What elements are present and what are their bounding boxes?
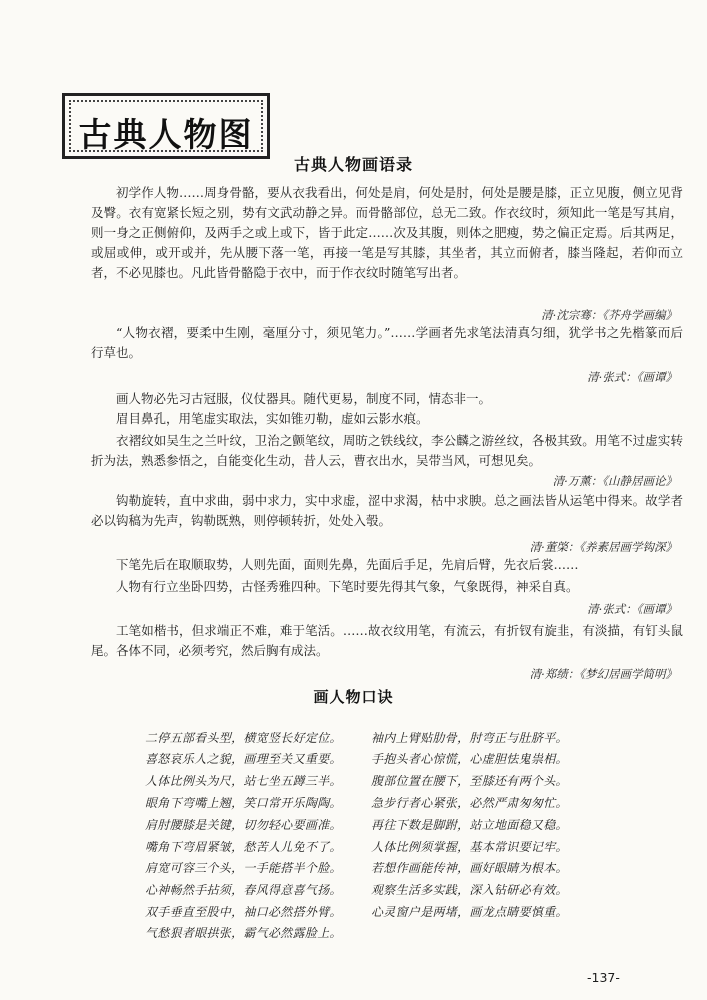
- paragraph-4: 眉目鼻孔，用笔虚实取法，实如锥刃勒，虚如云影水痕。: [116, 411, 429, 426]
- paragraph-1: 初学作人物……周身骨骼，要从衣我看出，何处是肩，何处是肘，何处是腰是膝，正立见腹，侧立见背及臀。衣有宽紧长短之别，势有文武动静之异。而骨骼部位，总无二致。作衣纹时，须知此一笔是写其肩，则一身之正侧俯仰，及两手之或上或下，皆于此定……次及其腹，则体之肥瘦，势之偏正定焉。后其两足，或屈或伸，或开或并，先从腰下落一笔，再接一笔是写其膝，其坐者，其立而俯者，膝当隆起，若仰而立者，不必见膝也。凡此皆骨骼隐于衣中，而于作衣纹时随笔写出者。: [91, 185, 683, 280]
- verse-line: 人体比例须掌握，基本常识要记牢。: [371, 840, 568, 854]
- verse-line: 肩肘腰膝是关键，切勿轻心要画准。: [145, 818, 342, 832]
- section-heading-quotes: 古典人物画语录: [293, 155, 413, 174]
- verse-line: 双手垂直至股中，袖口必然搭外臂。: [145, 905, 342, 919]
- paragraph-7: 下笔先后在取顺取势，人则先面，面则先鼻，先面后手足，先肩后臂，先衣后裳……: [116, 557, 579, 572]
- paragraph-2: “人物衣褶，要柔中生刚，毫厘分寸，须见笔力。”……学画者先求笔法清真匀细，犹学书之先楷篆而后行草也。: [91, 325, 683, 360]
- source-4: 清·董棨：《养素居画学钩深》: [529, 540, 677, 554]
- paragraph-3: 画人物必先习古冠服，仪仗器具。随代更易，制度不同，情态非一。: [116, 391, 492, 406]
- verse-line: 再往下数是脚跗，站立地面稳又稳。: [371, 818, 568, 832]
- source-5: 清·张式：《画谭》: [587, 602, 677, 616]
- verse-line: 观察生活多实践，深入钻研必有效。: [371, 883, 568, 897]
- verse-line: 心神畅然手拈须，春风得意喜气扬。: [145, 883, 342, 897]
- verse-line: 人体比例头为尺，站七坐五蹲三半。: [145, 774, 342, 788]
- verse-line: 眼角下弯嘴上翘，笑口常开乐陶陶。: [145, 796, 342, 810]
- verse-line: 袖内上臂贴肋骨，肘弯正与肚脐平。: [371, 731, 568, 745]
- paragraph-8: 人物有行立坐卧四势，古怪秀雅四种。下笔时要先得其气象，气象既得，神采自真。: [116, 579, 579, 594]
- verse-line: 急步行者心紧张，必然严肃匆匆忙。: [371, 796, 568, 810]
- source-6: 清·郑绩：《梦幻居画学简明》: [529, 667, 677, 681]
- verse-line: 肩宽可容三个头，一手能搭半个脸。: [145, 861, 342, 875]
- title-box: [62, 93, 270, 159]
- page-title: 古典人物图: [78, 115, 254, 154]
- verse-line: 腹部位置在腰下，至膝还有两个头。: [371, 774, 568, 788]
- verse-line: 气愁狠者眼拱张，霸气必然露脸上。: [145, 926, 342, 940]
- verse-line: 手抱头者心惊慌，心虚胆怯鬼祟相。: [371, 752, 568, 766]
- verse-line: 若想作画能传神，画好眼睛为根本。: [371, 861, 568, 875]
- verse-line: 喜怒哀乐人之貌，画理至关又重要。: [145, 752, 342, 766]
- paragraph-5: 衣褶纹如吴生之兰叶纹，卫治之颤笔纹，周昉之铁线纹，李公麟之游丝纹，各极其致。用笔不过虚实转折为法，熟悉参悟之，自能变化生动，昔人云，曹衣出水，吴带当风，可想见矣。: [91, 433, 683, 468]
- verse-line: 嘴角下弯眉紧皱，愁苦人儿免不了。: [145, 840, 342, 854]
- paragraph-9: 工笔如楷书，但求端正不难，难于笔活。……故衣纹用笔，有流云，有折钗有旋韭，有淡描，有钉头鼠尾。各体不同，必须考究，然后胸有成法。: [91, 623, 683, 658]
- source-2: 清·张式：《画谭》: [587, 370, 677, 384]
- paragraph-6: 钩勒旋转，直中求曲，弱中求力，实中求虚，涩中求渴，枯中求腴。总之画法皆从运笔中得来。故学者必以钩稿为先声，钩勒既熟，则停顿转折，处处入彀。: [91, 493, 683, 528]
- verse-line: 心灵窗户是两堵，画龙点睛要慎重。: [371, 905, 568, 919]
- page-number: -137-: [587, 970, 620, 985]
- source-3: 清·万薰：《山静居画论》: [552, 474, 677, 488]
- source-1: 清·沈宗骞：《芥舟学画编》: [541, 308, 677, 322]
- verse-line: 二停五部看头型，横宽竖长好定位。: [145, 731, 342, 745]
- section-heading-verses: 画人物口诀: [313, 688, 394, 706]
